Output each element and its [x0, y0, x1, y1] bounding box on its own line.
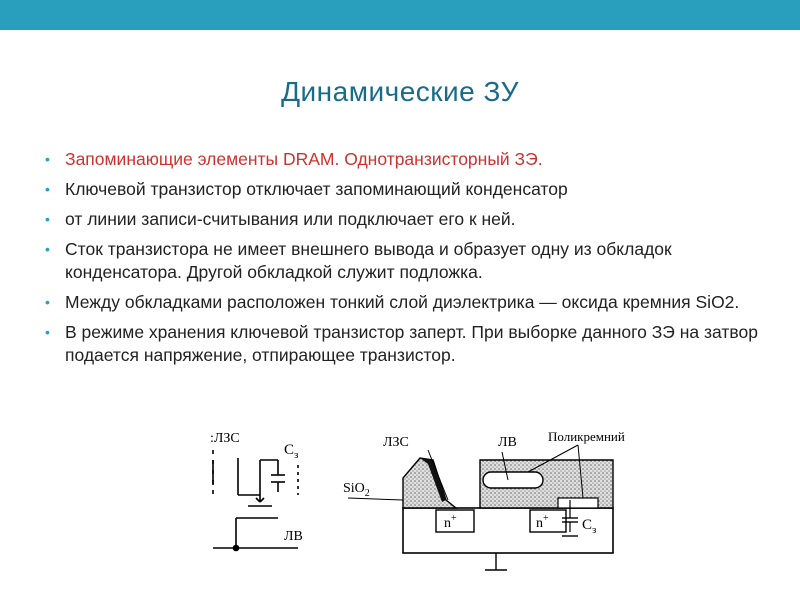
bullet-rest: Однотранзисторный ЗЭ.: [339, 149, 543, 169]
bullet-icon: •: [45, 241, 50, 257]
bullet-item: [45, 178, 765, 201]
bullet-text: от линии записи-считывания или подключает его к ней.: [65, 209, 516, 229]
bullet-icon: •: [45, 294, 50, 310]
schematic-lzs-label: :ЛЗС: [210, 431, 240, 446]
bullet-text: Сток транзистора не имеет внешнего вывода и образует одну из обкладок конденсатора. Другой обкладкой служит подложка.: [65, 239, 672, 282]
section-poly-label: Поликремний: [548, 429, 625, 444]
dram-cross-section: [348, 445, 613, 570]
top-bar: [0, 0, 800, 30]
section-n1-label: n+: [444, 513, 457, 531]
bullet-item: [45, 208, 765, 231]
bullet-list: [45, 148, 765, 374]
schematic-lv-label: ЛВ: [284, 529, 303, 544]
dram-cell-figure: [198, 420, 698, 580]
section-lzs-label: ЛЗС: [383, 435, 409, 450]
bullet-text: В режиме хранения ключевой транзистор заперт. При выборке данного ЗЭ на затвор подается напряжение, отпирающее транзистор.: [65, 322, 758, 365]
bullet-text: Ключевой транзистор отключает запоминающий конденсатор: [65, 179, 568, 199]
bullet-item: [45, 148, 765, 171]
bullet-icon: •: [45, 151, 50, 167]
section-lv-label: ЛВ: [498, 435, 517, 450]
section-n2-label: n+: [536, 513, 549, 531]
bullet-item: [45, 321, 765, 367]
bullet-icon: •: [45, 324, 50, 340]
bullet-item: [45, 238, 765, 284]
slide-title: Динамические ЗУ: [281, 76, 519, 107]
bullet-item: [45, 291, 765, 314]
bullet-icon: •: [45, 181, 50, 197]
bullet-lead: Запоминающие элементы DRAM.: [65, 149, 340, 169]
bullet-text: Между обкладками расположен тонкий слой диэлектрика — оксида кремния SiO2.: [65, 292, 740, 312]
bullet-icon: •: [45, 211, 50, 227]
section-sio2-label: SiO$_2$: [343, 481, 370, 499]
section-c-label: $С_з$: [582, 517, 597, 536]
schematic-c-label: $С_з$: [284, 442, 299, 461]
